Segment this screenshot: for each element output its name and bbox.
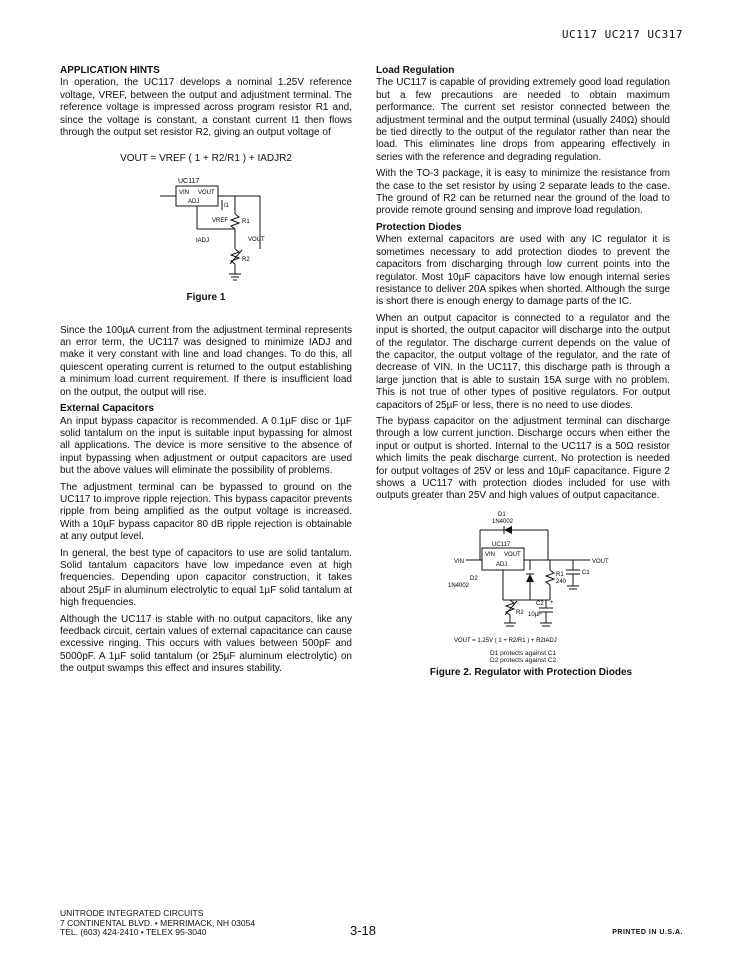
fig1-vout-label: VOUT [248, 236, 265, 243]
fig2-chip-label: UC117 [492, 542, 511, 548]
fig2-r1-label: R1 [556, 572, 564, 578]
fig2-c2-label: C2 [536, 601, 544, 607]
fig1-adj-pin: ADJ [188, 198, 200, 205]
fig1-r1-label: R1 [242, 218, 250, 225]
external-capacitors-p1: An input bypass capacitor is recommended. A 0.1µF disc or 1µF solid tantalum on the input is suitable input bypassing for almost all applications. The device is more sensitive to the absence of input bypassing when adjustment or output capacitors are used but the above values will eliminate the possibility of problems. [60, 415, 352, 477]
fig1-vin-pin: VIN [179, 189, 190, 196]
external-capacitors-p3: In general, the best type of capacitors to use are solid tantalum. Solid tantalum capacitors have low impedance even at high frequencies. Depending upon capacitor construction, it takes about 25µF in aluminum electrolytic to equal 1µF solid tantalum at high frequencies. [60, 547, 352, 609]
external-capacitors-p4: Although the UC117 is stable with no output capacitors, like any feedback circuit, certain values of external capacitance can cause excessive ringing. This occurs with values between 500pF and 5000pF. A 1µF solid tantalum (or 25µF aluminum electrolytic) on the output swamps this effect and insures stability. [60, 613, 352, 675]
fig2-r1-value: 240 [556, 579, 567, 585]
fig2-c1-label: C1 [582, 570, 590, 576]
fig1-chip-label: UC117 [178, 177, 200, 185]
fig2-d1-label: D1 [498, 512, 506, 518]
fig1-r2-label: R2 [242, 256, 250, 263]
protection-diodes-p2: When an output capacitor is connected to a regulator and the input is shorted, the output capacitor will discharge into the output of the regulator. The discharge current depends on the value of the capacitor, the output voltage of the regulator, and the rate of decrease of VIN. In the UC117, this discharge path is through a large junction that is able to sustain 15A surge with no problem. This is not true of other types of positive regulators. For output capacitors of 25µF or less, there is no need to use diodes. [376, 312, 670, 411]
protection-diodes-heading: Protection Diodes [376, 221, 462, 233]
output-voltage-equation: VOUT = VREF ( 1 + R2/R1 ) + IADJR2 [120, 153, 292, 165]
application-hints-heading: APPLICATION HINTS [60, 65, 160, 76]
application-hints-paragraph: In operation, the UC117 develops a nominal 1.25V reference voltage, VREF, between the output and adjustment terminal. The reference voltage is impressed across program resistor R1 and, since the voltage is constant, a constant current I1 then flows through the output set resistor R2, giving an output voltage of [60, 77, 352, 139]
fig1-iadj-label: IADJ [196, 237, 210, 244]
page-number: 3-18 [350, 923, 377, 938]
fig2-equation: VOUT = 1.25V ( 1 + R2/R1 ) + R2IADJ [454, 638, 557, 644]
fig2-d2-part: 1N4002 [448, 583, 470, 589]
adjustment-current-paragraph: Since the 100µA current from the adjustment terminal represents an error term, the UC117 was designed to minimize IADJ and make it very constant with line and load changes. To do this, all quiescent operating current is returned to the output establishing a minimum load current requirement. If there is insufficient load on the output, the output will rise. [60, 324, 352, 398]
figure-1-circuit [60, 174, 352, 284]
protection-diodes-p1: When external capacitors are used with any IC regulator it is sometimes necessary to add protection diodes to prevent the capacitors from discharging through low current points into the regulator. Most 10µF capacitors have low enough internal series resistance to deliver 20A spikes when shorted. Although the surge is short there is enough energy to damage parts of the IC. [376, 234, 670, 308]
fig2-d1-part: 1N4002 [492, 519, 514, 525]
fig2-c2-value: 10µF [528, 612, 542, 618]
fig2-note-1: D1 protects against C1 [490, 650, 557, 657]
load-regulation-heading: Load Regulation [376, 65, 455, 76]
footer-address [60, 909, 255, 938]
load-regulation-p2: With the TO-3 package, it is easy to minimize the resistance from the case to the set resistor by using 2 separate leads to the case. The ground of R2 can be returned near the ground of the load to provide remote ground sensing and improve load regulation. [376, 168, 670, 217]
fig2-vout-label: VOUT [592, 559, 609, 565]
fig2-r2-label: R2 [516, 610, 524, 616]
fig1-vref-label: VREF [212, 217, 229, 224]
protection-diodes-p3: The bypass capacitor on the adjustment terminal can discharge through a low current junction. Discharge occurs when either the input or output is shorted. Internal to the UC117 is a 50Ω resistor which limits the peak discharge current. No protection is needed for output voltages of 25V or less and 10µF capacitance. Figure 2 shows a UC117 with protection diodes included for use with outputs greater than 25V and high values of output capacitance. [376, 415, 670, 502]
external-capacitors-p2: The adjustment terminal can be bypassed to ground on the UC117 to improve ripple rejection. This bypass capacitor prevents ripple from being amplified as the output voltage is increased. With a 10µF bypass capacitor 80 dB ripple rejection is obtainable at any output level. [60, 481, 352, 543]
footer-company: UNITRODE INTEGRATED CIRCUITS [60, 908, 204, 918]
fig2-plus: + [550, 600, 554, 606]
fig2-vin-pin: VIN [485, 552, 496, 558]
right-column [376, 63, 670, 507]
load-regulation-p1: The UC117 is capable of providing extremely good load regulation but a few precautions are needed to obtain maximum performance. The current set resistor connected between the adjustment terminal and the output terminal (usually 240Ω) should be tied directly to the output of the regulator rather than near the load. This eliminates line drops from appearing effectively in series with the reference and degrading regulation. [376, 77, 670, 163]
fig2-vin-label: VIN [454, 559, 465, 565]
fig2-note-2: D2 protects against C2 [490, 657, 557, 664]
fig2-adj-pin: ADJ [496, 562, 508, 568]
footer-phone: TEL. (603) 424-2410 • TELEX 95-3040 [60, 927, 207, 937]
fig2-d2-label: D2 [470, 576, 478, 582]
figure-1-caption: Figure 1 [186, 292, 226, 304]
footer-street: 7 CONTINENTAL BLVD. • MERRIMACK, NH 03054 [60, 917, 256, 928]
fig1-vout-pin: VOUT [198, 189, 215, 196]
figure-2-caption: Figure 2. Regulator with Protection Diodes [429, 667, 633, 678]
printed-in-usa: PRINTED IN U.S.A. [612, 929, 683, 936]
page-header-models: UC117 UC217 UC317 [561, 28, 683, 41]
fig2-vout-pin: VOUT [504, 552, 521, 558]
fig1-i1-label: I1 [224, 202, 230, 209]
figure-2-notes [490, 650, 556, 664]
external-capacitors-heading: External Capacitors [60, 403, 154, 415]
left-column [60, 63, 352, 680]
figure-2-circuit [440, 508, 620, 653]
